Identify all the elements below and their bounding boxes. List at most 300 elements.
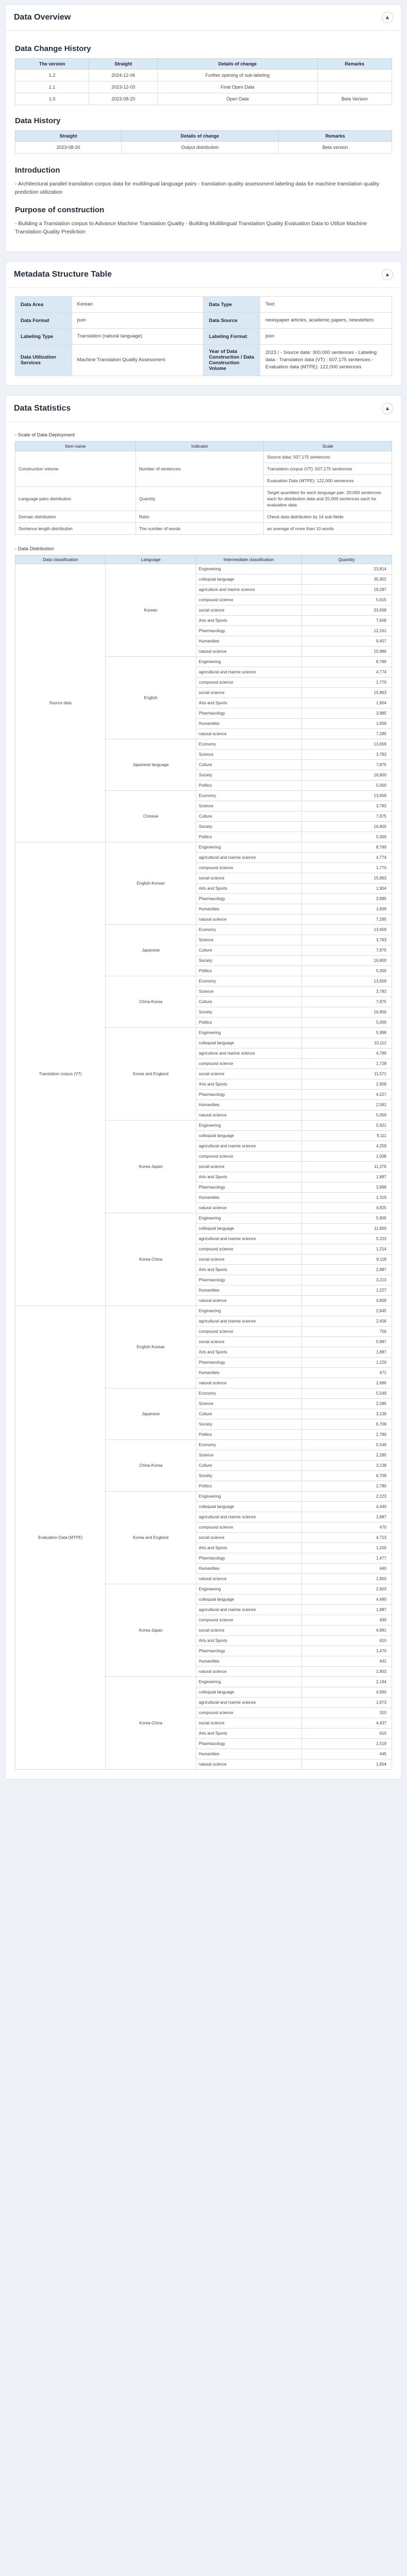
distribution-category: social science (196, 873, 301, 884)
distribution-category: Politics (196, 832, 301, 842)
distribution-quantity: 4,713 (301, 1533, 392, 1543)
distribution-category: colloquial language (196, 1502, 301, 1512)
distribution-category: natural science (196, 1574, 301, 1584)
distribution-quantity: 610 (301, 1728, 392, 1739)
distribution-quantity: 10,112 (301, 1038, 392, 1048)
distribution-quantity: 1,887 (301, 1605, 392, 1615)
scale-indicator: Quantity (135, 487, 264, 511)
distribution-quantity: 756 (301, 1327, 392, 1337)
distribution-category: Humanities (196, 1368, 301, 1378)
distribution-category: social science (196, 1718, 301, 1728)
distribution-quantity: 2,223 (301, 1492, 392, 1502)
distribution-quantity: 445 (301, 1749, 392, 1759)
distribution-quantity: 4,990 (301, 1687, 392, 1698)
distribution-quantity: 5,549 (301, 1440, 392, 1450)
distribution-category: Politics (196, 966, 301, 976)
distribution-category: Humanities (196, 1100, 301, 1110)
distribution-category: Culture (196, 1461, 301, 1471)
distribution-quantity: 4,925 (301, 1203, 392, 1213)
scale-label: - Scale of Data Deployment (15, 432, 75, 438)
distribution-quantity: 11,571 (301, 1069, 392, 1079)
distribution-quantity: 5,000 (301, 1018, 392, 1028)
distribution-quantity: 13,659 (301, 925, 392, 935)
distribution-category: agricultural and marine science (196, 1141, 301, 1151)
distribution-quantity: 6,709 (301, 1471, 392, 1481)
distribution-header-cell: Language (106, 555, 196, 564)
change-history-cell: 1.1 (15, 81, 89, 93)
distribution-category: Arts and Sports (196, 698, 301, 708)
metadata-value: Text (260, 297, 392, 313)
distribution-category: Economy (196, 925, 301, 935)
distribution-quantity: 2,285 (301, 1450, 392, 1461)
distribution-category: Arts and Sports (196, 1543, 301, 1553)
distribution-language: Korea-China (106, 1213, 196, 1306)
distribution-quantity: 470 (301, 1522, 392, 1533)
distribution-category: social science (196, 605, 301, 616)
distribution-quantity: 610 (301, 1636, 392, 1646)
chevron-up-icon[interactable]: ▲ (382, 269, 393, 280)
data-history-heading: Data History (15, 116, 61, 125)
distribution-category: Engineering (196, 657, 301, 667)
distribution-category: Arts and Sports (196, 1347, 301, 1358)
distribution-table (15, 555, 392, 1770)
distribution-category: agricultural and marine science (196, 1316, 301, 1327)
distribution-category: compound science (196, 1059, 301, 1069)
distribution-category: Science (196, 1399, 301, 1409)
distribution-quantity: 2,686 (301, 1378, 392, 1388)
metadata-key: Data Area (15, 297, 72, 313)
distribution-quantity: 5,059 (301, 1110, 392, 1121)
change-history-cell: Further opening of sub-labeling (158, 70, 317, 81)
distribution-row (15, 564, 392, 574)
distribution-quantity: 1,220 (301, 1358, 392, 1368)
metadata-key: Data Type (204, 297, 260, 313)
change-history-header-cell: Details of change (158, 59, 317, 70)
distribution-category: Humanities (196, 904, 301, 914)
distribution-quantity: 4,259 (301, 1141, 392, 1151)
change-history-row (15, 70, 392, 81)
scale-value: Target quantities for each language pair: 20,000 sentences each for distribution data and 20,000 sentences each for evaluation data (264, 487, 392, 511)
distribution-category: Science (196, 750, 301, 760)
distribution-category: social science (196, 1162, 301, 1172)
distribution-category: Arts and Sports (196, 1728, 301, 1739)
distribution-category: natural science (196, 914, 301, 925)
distribution-category: natural science (196, 1296, 301, 1306)
metadata-value: Machine Translation Quality Assessment (72, 345, 204, 376)
scale-indicator: Number of sentences (135, 451, 264, 487)
distribution-category: agriculture and marine science (196, 585, 301, 595)
distribution-category: Engineering (196, 1121, 301, 1131)
distribution-quantity: 7,875 (301, 811, 392, 822)
distribution-quantity: 4,789 (301, 1048, 392, 1059)
distribution-language: Japanese (106, 925, 196, 976)
distribution-source: Translation corpus (VT) (15, 842, 106, 1306)
distribution-category: agricultural and marine science (196, 853, 301, 863)
distribution-category: Humanities (196, 1564, 301, 1574)
distribution-quantity: 4,774 (301, 667, 392, 677)
distribution-quantity: 2,194 (301, 1677, 392, 1687)
distribution-category: colloquial language (196, 1038, 301, 1048)
distribution-quantity: 3,783 (301, 750, 392, 760)
distribution-quantity: 8,789 (301, 842, 392, 853)
distribution-quantity: 1,728 (301, 1059, 392, 1069)
distribution-category: colloquial language (196, 1224, 301, 1234)
distribution-category: Engineering (196, 1306, 301, 1316)
distribution-quantity: 7,285 (301, 729, 392, 739)
metadata-row (15, 313, 392, 329)
metadata-row (15, 345, 392, 376)
metadata-row (15, 297, 392, 313)
distribution-category: Society (196, 1419, 301, 1430)
distribution-quantity: 9,118 (301, 1255, 392, 1265)
distribution-quantity: 5,897 (301, 1337, 392, 1347)
distribution-category: Science (196, 987, 301, 997)
distribution-quantity: 7,658 (301, 616, 392, 626)
distribution-category: natural science (196, 729, 301, 739)
distribution-quantity: 15,986 (301, 647, 392, 657)
distribution-category: Humanities (196, 636, 301, 647)
distribution-quantity: 5,805 (301, 1213, 392, 1224)
distribution-category: Society (196, 770, 301, 781)
metadata-value: Translation (natural language) (72, 329, 204, 345)
distribution-quantity: 1,519 (301, 1739, 392, 1749)
distribution-quantity: 2,603 (301, 1584, 392, 1595)
distribution-quantity: 2,958 (301, 1079, 392, 1090)
distribution-category: agricultural and marine science (196, 1512, 301, 1522)
distribution-quantity: 5,000 (301, 832, 392, 842)
distribution-source: Evaluation Data (MTPE) (15, 1306, 106, 1770)
distribution-category: Arts and Sports (196, 1265, 301, 1275)
distribution-quantity: 3,138 (301, 1409, 392, 1419)
data-history-header-cell: Remarks (279, 131, 392, 142)
distribution-category: Engineering (196, 1213, 301, 1224)
distribution-category: Pharmacology (196, 1182, 301, 1193)
change-history-cell: Open Data (158, 93, 317, 105)
distribution-quantity: 16,800 (301, 770, 392, 781)
distribution-quantity: 1,904 (301, 884, 392, 894)
change-history-cell: 1.0 (15, 93, 89, 105)
distribution-category: Engineering (196, 564, 301, 574)
data-history-row (15, 142, 392, 154)
distribution-language: Chinese (106, 791, 196, 842)
distribution-category: Culture (196, 760, 301, 770)
distribution-category: social science (196, 1255, 301, 1265)
distribution-category: compound science (196, 1327, 301, 1337)
distribution-category: Politics (196, 1430, 301, 1440)
distribution-category: Engineering (196, 1677, 301, 1687)
distribution-category: colloquial language (196, 1131, 301, 1141)
distribution-quantity: 471 (301, 1368, 392, 1378)
distribution-quantity: 3,985 (301, 894, 392, 904)
distribution-quantity: 1,839 (301, 904, 392, 914)
chevron-up-icon[interactable]: ▲ (382, 12, 393, 23)
distribution-category: natural science (196, 1110, 301, 1121)
distribution-quantity: 11,376 (301, 1162, 392, 1172)
distribution-category: Pharmacology (196, 1358, 301, 1368)
distribution-category: compound science (196, 1151, 301, 1162)
scale-header-cell: Scale (264, 442, 392, 451)
metadata-value: json (260, 329, 392, 345)
distribution-quantity: 4,809 (301, 1296, 392, 1306)
distribution-category: Society (196, 1471, 301, 1481)
distribution-quantity: 1,470 (301, 1646, 392, 1656)
distribution-category: natural science (196, 1378, 301, 1388)
scale-item: Domain distribution (15, 511, 136, 523)
distribution-category: Society (196, 956, 301, 966)
distribution-category: natural science (196, 1759, 301, 1770)
distribution-quantity: 13,659 (301, 976, 392, 987)
distribution-quantity: 1,008 (301, 1151, 392, 1162)
distribution-quantity: 4,437 (301, 1718, 392, 1728)
distribution-quantity: 7,285 (301, 914, 392, 925)
scale-indicator: Ratio (135, 511, 264, 523)
distribution-category: social science (196, 1625, 301, 1636)
purpose-heading: Purpose of construction (15, 206, 105, 214)
distribution-category: Arts and Sports (196, 1636, 301, 1646)
change-history-header-cell: Remarks (317, 59, 392, 70)
metadata-value: json (72, 313, 204, 329)
statistics-title: Data Statistics (14, 404, 71, 413)
change-history-cell: 2023-08-20 (89, 93, 158, 105)
distribution-category: Economy (196, 976, 301, 987)
distribution-quantity: 310 (301, 1708, 392, 1718)
data-overview-card (5, 4, 402, 252)
metadata-value: Korean (72, 297, 204, 313)
metadata-header[interactable] (6, 262, 401, 288)
distribution-language: Korean (106, 564, 196, 657)
distribution-header-cell: Data classification (15, 555, 106, 564)
distribution-quantity: 11,800 (301, 1224, 392, 1234)
distribution-quantity: 1,873 (301, 1698, 392, 1708)
change-history-header-cell: Straight (89, 59, 158, 70)
metadata-key: Labeling Type (15, 329, 72, 345)
distribution-quantity: 7,875 (301, 760, 392, 770)
distribution-category: Arts and Sports (196, 1172, 301, 1182)
statistics-card (5, 395, 402, 1780)
distribution-category: compound science (196, 1244, 301, 1255)
distribution-quantity: 13,659 (301, 791, 392, 801)
distribution-quantity: 4,991 (301, 1625, 392, 1636)
distribution-quantity: 5,615 (301, 595, 392, 605)
distribution-quantity: 440 (301, 1564, 392, 1574)
scale-row (15, 523, 392, 535)
data-history-table (15, 130, 392, 154)
distribution-category: colloquial language (196, 574, 301, 585)
distribution-category: agricultural and marine science (196, 1234, 301, 1244)
scale-row (15, 451, 392, 463)
distribution-category: Society (196, 822, 301, 832)
distribution-category: Politics (196, 1481, 301, 1492)
distribution-language: Korea-China (106, 1677, 196, 1770)
distribution-category: colloquial language (196, 1687, 301, 1698)
distribution-quantity: 5,000 (301, 966, 392, 976)
distribution-quantity: 4,440 (301, 1502, 392, 1512)
distribution-category: compound science (196, 1615, 301, 1625)
distribution-category: Humanities (196, 1749, 301, 1759)
distribution-category: Pharmacology (196, 708, 301, 719)
distribution-category: agriculture and marine science (196, 1048, 301, 1059)
scale-indicator: The number of words (135, 523, 264, 535)
distribution-quantity: 1,887 (301, 1347, 392, 1358)
distribution-language: Korea and England (106, 1492, 196, 1584)
distribution-quantity: 4,490 (301, 1595, 392, 1605)
distribution-quantity: 490 (301, 1615, 392, 1625)
distribution-category: Humanities (196, 1656, 301, 1667)
distribution-category: Politics (196, 1018, 301, 1028)
distribution-category: social science (196, 1069, 301, 1079)
distribution-category: Engineering (196, 842, 301, 853)
distribution-quantity: 1,477 (301, 1553, 392, 1564)
statistics-header[interactable] (6, 396, 401, 422)
data-history-cell: Output distribution (121, 142, 278, 154)
distribution-quantity: 15,863 (301, 688, 392, 698)
distribution-category: Arts and Sports (196, 1079, 301, 1090)
distribution-quantity: 3,783 (301, 935, 392, 945)
distribution-category: Culture (196, 1409, 301, 1419)
distribution-quantity: 1,903 (301, 1667, 392, 1677)
metadata-key: Labeling Format (204, 329, 260, 345)
distribution-quantity: 16,800 (301, 1007, 392, 1018)
distribution-category: Engineering (196, 1584, 301, 1595)
scale-header-cell: Item name (15, 442, 136, 451)
distribution-language: English (106, 657, 196, 739)
metadata-value: newspaper articles, academic papers, newsletters (260, 313, 392, 329)
distribution-quantity: 2,581 (301, 1100, 392, 1110)
distribution-category: social science (196, 1533, 301, 1543)
metadata-value: 2023 / - Source data: 300,000 sentences - Labeling data - Translation data (VT) : 507,175 sentences - Evaluation data (MTPE): 122,000 sentences (260, 345, 392, 376)
distribution-category: compound science (196, 677, 301, 688)
distribution-quantity: 4,227 (301, 1090, 392, 1100)
distribution-language: China-Korea (106, 976, 196, 1028)
distribution-quantity: 2,845 (301, 1306, 392, 1316)
metadata-row (15, 329, 392, 345)
metadata-card (5, 261, 402, 386)
change-history-header-cell: The version (15, 59, 89, 70)
scale-value: Source data: 507,175 sentences (264, 451, 392, 463)
distribution-category: Pharmacology (196, 1553, 301, 1564)
chevron-up-icon[interactable]: ▲ (382, 403, 393, 414)
scale-header-cell: Indicator (135, 442, 264, 451)
distribution-quantity: 15,863 (301, 873, 392, 884)
distribution-category: Economy (196, 1388, 301, 1399)
scale-value: Translation corpus (VT): 507,175 sentences (264, 463, 392, 475)
distribution-quantity: 2,780 (301, 1430, 392, 1440)
scale-table (15, 441, 392, 535)
distribution-quantity: 5,000 (301, 781, 392, 791)
distribution-quantity: 7,875 (301, 997, 392, 1007)
distribution-quantity: 1,227 (301, 1285, 392, 1296)
distribution-quantity: 5,223 (301, 1234, 392, 1244)
distribution-source: Source data (15, 564, 106, 842)
distribution-quantity: 1,319 (301, 1193, 392, 1203)
distribution-category: Science (196, 801, 301, 811)
distribution-category: Pharmacology (196, 1275, 301, 1285)
introduction-heading: Introduction (15, 166, 60, 175)
distribution-quantity: 2,780 (301, 1481, 392, 1492)
distribution-category: natural science (196, 647, 301, 657)
change-history-cell: 1.2 (15, 70, 89, 81)
distribution-quantity: 9,457 (301, 636, 392, 647)
distribution-category: Humanities (196, 1193, 301, 1203)
distribution-category: Politics (196, 781, 301, 791)
distribution-category: social science (196, 688, 301, 698)
distribution-language: Korea-Japan (106, 1584, 196, 1677)
distribution-category: Science (196, 935, 301, 945)
distribution-category: colloquial language (196, 1595, 301, 1605)
change-history-cell (317, 70, 392, 81)
distribution-quantity: 441 (301, 1656, 392, 1667)
distribution-label: - Data Distribution (15, 546, 55, 552)
distribution-quantity: 12,161 (301, 626, 392, 636)
distribution-language: English-Korean (106, 1306, 196, 1388)
distribution-category: Pharmacology (196, 626, 301, 636)
scale-value: an average of more than 10 words (264, 523, 392, 535)
distribution-category: compound science (196, 1522, 301, 1533)
distribution-quantity: 1,804 (301, 1759, 392, 1770)
metadata-key: Data Format (15, 313, 72, 329)
distribution-category: compound science (196, 863, 301, 873)
change-history-cell: Final Open Data (158, 81, 317, 93)
distribution-quantity: 35,902 (301, 574, 392, 585)
metadata-key: Data Source (204, 313, 260, 329)
distribution-category: Engineering (196, 1028, 301, 1038)
scale-value: Check data distribution by 14 sub-fields (264, 511, 392, 523)
distribution-quantity: 1,850 (301, 1574, 392, 1584)
distribution-quantity: 3,783 (301, 987, 392, 997)
distribution-header-cell: Quantity (301, 555, 392, 564)
scale-item: Language pairs distribution (15, 487, 136, 511)
distribution-language: Japanese language (106, 739, 196, 791)
distribution-category: Pharmacology (196, 1090, 301, 1100)
distribution-quantity: 5,998 (301, 1028, 392, 1038)
distribution-quantity: 1,770 (301, 677, 392, 688)
data-history-header-cell: Details of change (121, 131, 278, 142)
distribution-language: China-Korea (106, 1440, 196, 1492)
distribution-quantity: 33,658 (301, 605, 392, 616)
data-history-header-cell: Straight (15, 131, 122, 142)
distribution-category: Pharmacology (196, 1646, 301, 1656)
distribution-quantity: 1,904 (301, 698, 392, 708)
data-overview-header[interactable] (6, 5, 401, 31)
change-history-cell: 2024-12-06 (89, 70, 158, 81)
distribution-quantity: 3,213 (301, 1275, 392, 1285)
distribution-quantity: 6,709 (301, 1419, 392, 1430)
scale-item: Sentence length distribution (15, 523, 136, 535)
distribution-category: Society (196, 1007, 301, 1018)
distribution-category: Culture (196, 997, 301, 1007)
change-history-heading: Data Change History (15, 44, 91, 53)
distribution-category: compound science (196, 1708, 301, 1718)
change-history-table (15, 58, 392, 105)
data-overview-title: Data Overview (14, 13, 71, 22)
distribution-quantity: 1,887 (301, 1512, 392, 1522)
distribution-category: agricultural and marine science (196, 667, 301, 677)
distribution-quantity: 19,287 (301, 585, 392, 595)
purpose-text: - Building a Translation corpus to Advance Machine Translation Quality - Building Multilingual Translation Quality Evaluation Data to Utilize Machine Translation Quality Prediction (15, 221, 367, 235)
change-history-cell: Beta Version (317, 93, 392, 105)
scale-value: Evaluation Data (MTPE): 122,000 sentences (264, 475, 392, 487)
change-history-cell: 2023-12-03 (89, 81, 158, 93)
distribution-category: agricultural and marine science (196, 1698, 301, 1708)
distribution-quantity: 3,783 (301, 801, 392, 811)
distribution-quantity: 2,458 (301, 1316, 392, 1327)
data-history-cell: 2023-08-20 (15, 142, 122, 154)
distribution-quantity: 5,921 (301, 1121, 392, 1131)
distribution-language: Korea-Japan (106, 1121, 196, 1213)
distribution-category: Humanities (196, 719, 301, 729)
distribution-category: natural science (196, 1667, 301, 1677)
distribution-row (15, 1306, 392, 1316)
